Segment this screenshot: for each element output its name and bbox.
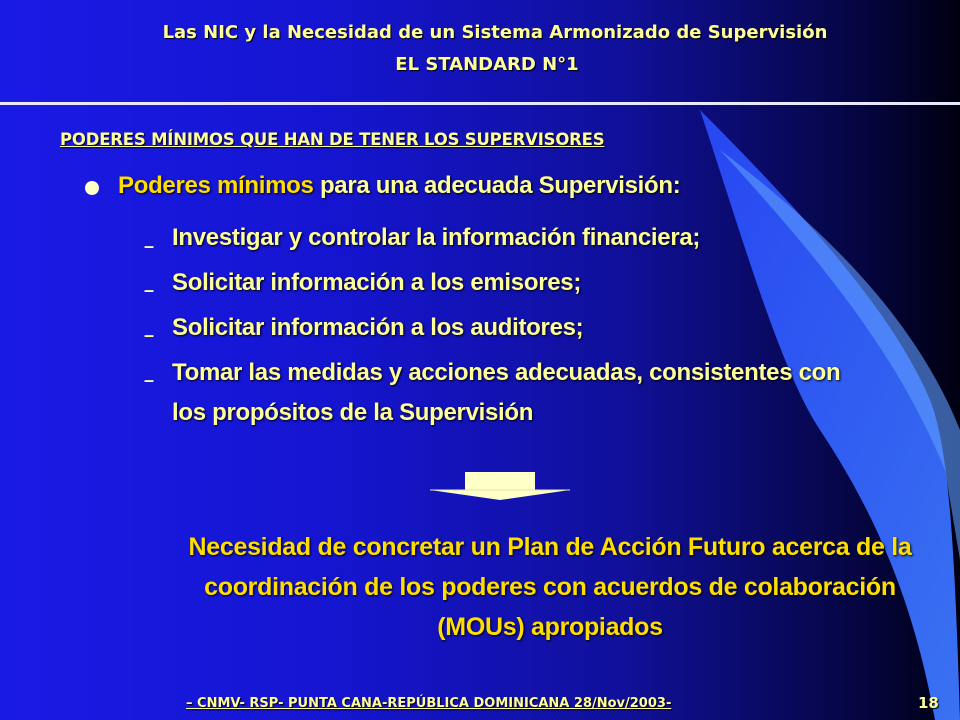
conclusion-line-2: coordinación de los poderes con acuerdos de colaboración bbox=[204, 573, 896, 601]
conclusion-line-1: Necesidad de concretar un Plan de Acción Futuro acerca de la bbox=[188, 533, 912, 561]
slide-subtitle: EL STANDARD N°1 bbox=[395, 54, 579, 75]
section-heading: PODERES MÍNIMOS QUE HAN DE TENER LOS SUPERVISORES bbox=[60, 130, 605, 149]
sub-item-1: Investigar y controlar la información financiera; bbox=[172, 224, 701, 251]
main-bullet bbox=[118, 172, 680, 200]
main-bullet-highlight: Poderes mínimos bbox=[118, 172, 314, 199]
conclusion-line-3: (MOUs) apropiados bbox=[437, 613, 663, 641]
page-number: 18 bbox=[918, 694, 939, 712]
conclusion-text bbox=[140, 527, 960, 647]
dash-icon: – bbox=[144, 236, 155, 256]
dash-icon: – bbox=[144, 280, 155, 300]
bullet-dot-icon bbox=[85, 181, 99, 195]
title-divider bbox=[0, 102, 960, 105]
dash-icon: – bbox=[144, 370, 155, 390]
footer-text: – CNMV- RSP- PUNTA CANA-REPÚBLICA DOMINICANA 28/Nov/2003- bbox=[186, 696, 672, 711]
sub-item-4: Tomar las medidas y acciones adecuadas, consistentes con bbox=[172, 359, 841, 386]
sub-item-3: Solicitar información a los auditores; bbox=[172, 314, 584, 341]
down-arrow-icon bbox=[430, 470, 570, 500]
slide-title: Las NIC y la Necesidad de un Sistema Armonizado de Supervisión bbox=[162, 22, 828, 43]
dash-icon: – bbox=[144, 325, 155, 345]
sub-item-4-continued: los propósitos de la Supervisión bbox=[172, 399, 534, 426]
sub-item-2: Solicitar información a los emisores; bbox=[172, 269, 582, 296]
main-bullet-text: para una adecuada Supervisión: bbox=[313, 172, 681, 199]
